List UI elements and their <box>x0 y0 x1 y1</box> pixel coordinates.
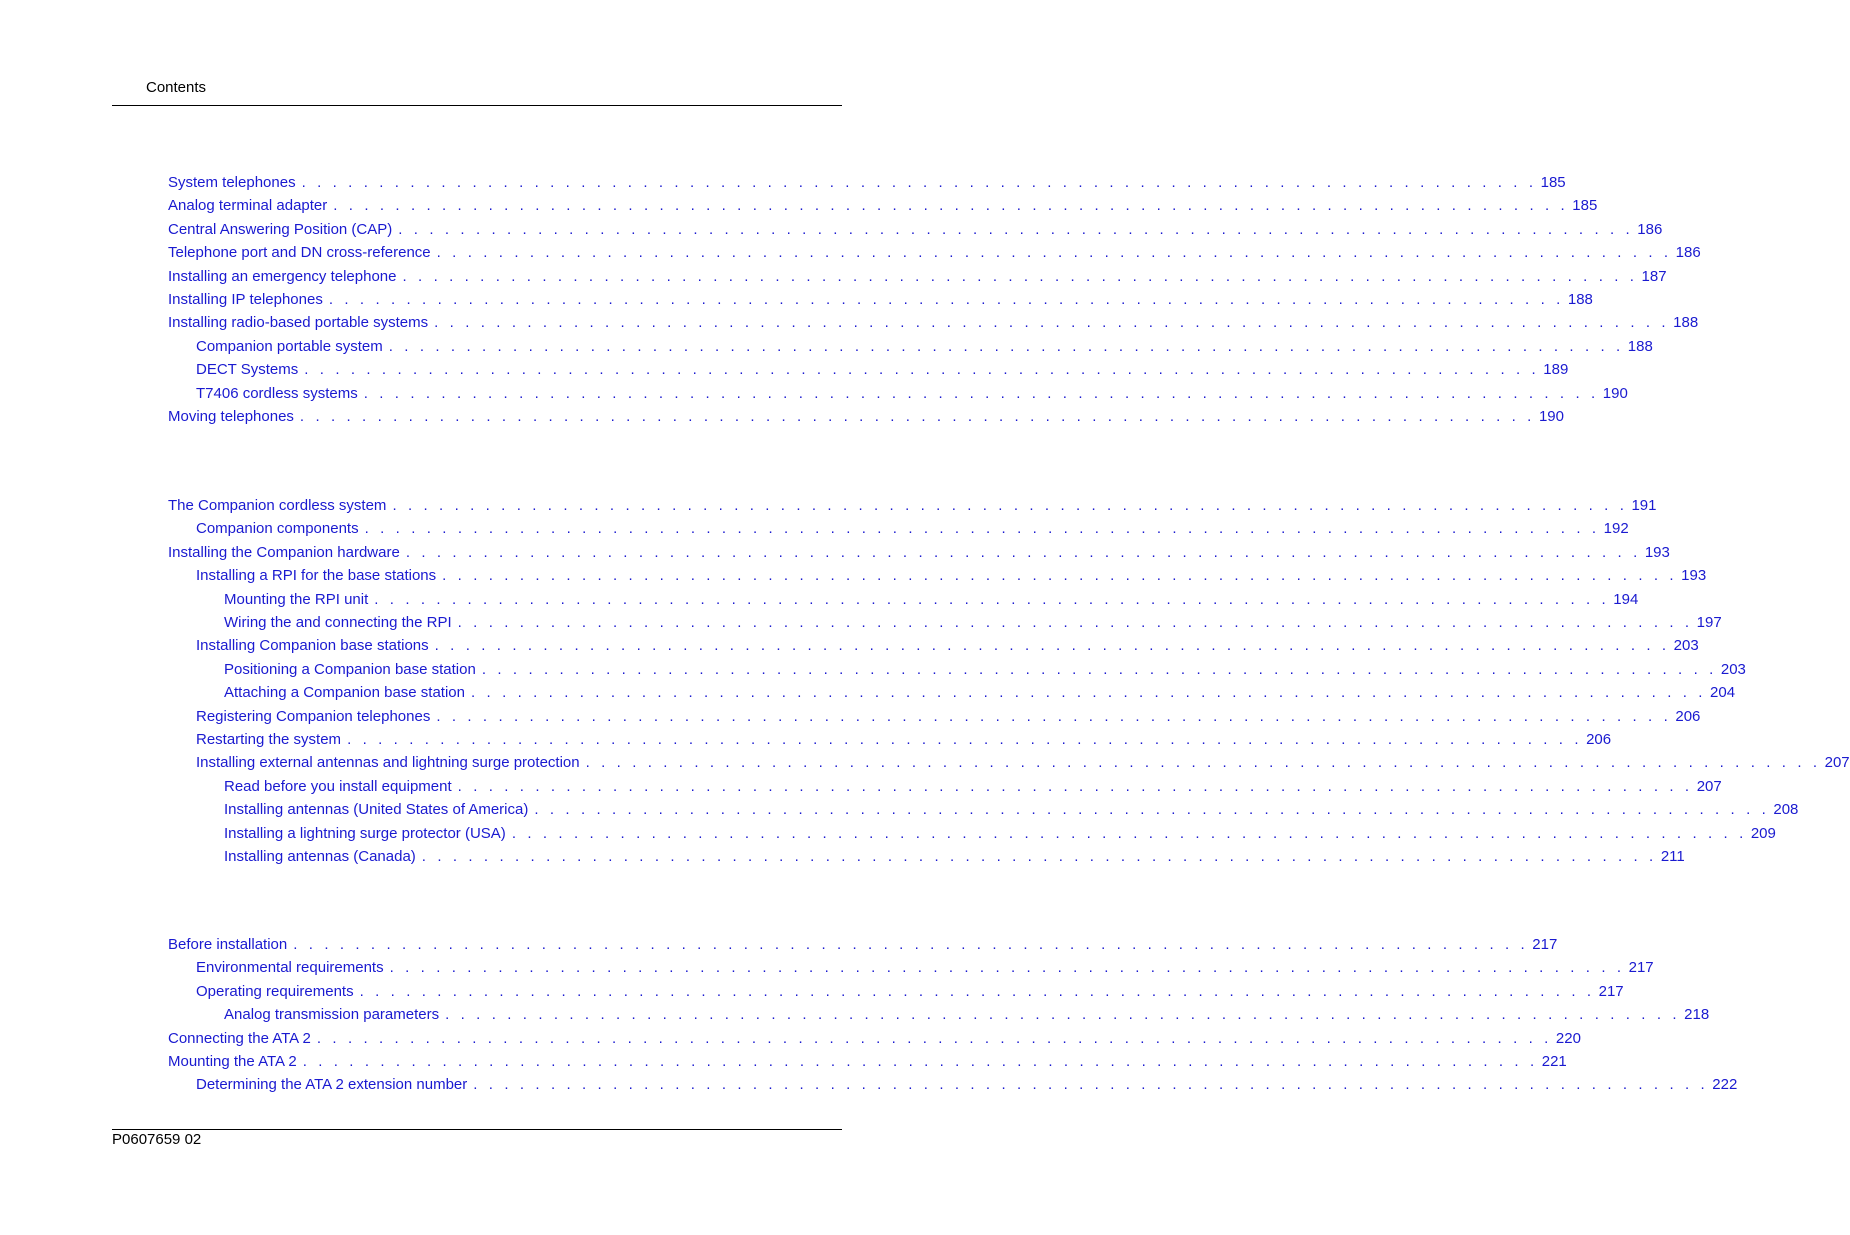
toc-dot-leader: . . . . . . . . . . . . . . . . . . . . . . . . . . . . . . . . . . . . . . . . . . . . . . . . . . . . . . . . . . . . . . . . . . . . . . . . . . . . . . . . <box>299 408 1535 425</box>
toc-page-number: 220 <box>1555 1029 1581 1047</box>
toc-page-number: 209 <box>1750 824 1776 842</box>
toc-page-number: 208 <box>1773 801 1799 819</box>
toc-page-number: 188 <box>1567 291 1593 308</box>
toc-entry[interactable] <box>168 243 1701 263</box>
toc-dot-leader: . . . . . . . . . . . . . . . . . . . . . . . . . . . . . . . . . . . . . . . . . . . . . . . . . . . . . . . . . . . . . . . . . . . . . . . . . . . . . . . . <box>364 520 1600 538</box>
toc-entry[interactable] <box>168 1052 1567 1072</box>
toc-page-number: 188 <box>1627 337 1653 355</box>
toc-entry[interactable] <box>168 935 1558 955</box>
toc-entry[interactable] <box>168 543 1670 563</box>
toc-entry[interactable] <box>196 707 1701 727</box>
toc-entry-title: Installing the Companion hardware <box>168 543 400 561</box>
toc-entry[interactable] <box>224 847 1685 867</box>
toc-page-number: 222 <box>1712 1076 1738 1094</box>
toc-page-number: 206 <box>1675 707 1701 725</box>
toc-entry-title: DECT Systems <box>196 361 299 379</box>
toc-entry[interactable] <box>224 660 1746 680</box>
toc-entry-title: Analog transmission parameters <box>224 1006 440 1024</box>
toc-entry-title: Analog terminal adapter <box>168 197 328 215</box>
toc-entry[interactable] <box>224 800 1799 820</box>
toc-dot-leader: . . . . . . . . . . . . . . . . . . . . . . . . . . . . . . . . . . . . . . . . . . . . . . . . . . . . . . . . . . . . . . . . . . . . . . . . . . . . . . . . <box>436 707 1672 725</box>
toc-entry[interactable] <box>168 267 1667 287</box>
toc-entry[interactable] <box>168 496 1657 516</box>
toc-dot-leader: . . . . . . . . . . . . . . . . . . . . . . . . . . . . . . . . . . . . . . . . . . . . . . . . . . . . . . . . . . . . . . . . . . . . . . . . . . . . . . . . <box>402 267 1638 285</box>
toc-dot-leader: . . . . . . . . . . . . . . . . . . . . . . . . . . . . . . . . . . . . . . . . . . . . . . . . . . . . . . . . . . . . . . . . . . . . . . . . . . . . . . . . <box>333 197 1569 215</box>
toc-entry-title: Operating requirements <box>196 982 354 1000</box>
toc-dot-leader: . . . . . . . . . . . . . . . . . . . . . . . . . . . . . . . . . . . . . . . . . . . . . . . . . . . . . . . . . . . . . . . . . . . . . . . . . . . . . . . . <box>302 1053 1538 1070</box>
toc-dot-leader: . . . . . . . . . . . . . . . . . . . . . . . . . . . . . . . . . . . . . . . . . . . . . . . . . . . . . . . . . . . . . . . . . . . . . . . . . . . . . . . . <box>457 614 1693 631</box>
toc-page-number: 217 <box>1628 959 1654 977</box>
toc-entry[interactable] <box>196 982 1624 1002</box>
toc-dot-leader: . . . . . . . . . . . . . . . . . . . . . . . . . . . . . . . . . . . . . . . . . . . . . . . . . . . . . . . . . . . . . . . . . . . . . . . . . . . . . . . . <box>363 384 1599 402</box>
toc-entry[interactable] <box>196 958 1654 978</box>
toc-entry-title: Installing radio-based portable systems <box>168 314 429 332</box>
toc-entry-title: Installing external antennas and lightning surge protection <box>196 754 580 772</box>
toc-page-number: 188 <box>1673 314 1699 332</box>
toc-page-number: 217 <box>1598 982 1624 1000</box>
toc-dot-leader: . . . . . . . . . . . . . . . . . . . . . . . . . . . . . . . . . . . . . . . . . . . . . . . . . . . . . . . . . . . . . . . . . . . . . . . . . . . . . . . . <box>359 982 1595 1000</box>
toc-entry[interactable] <box>168 313 1699 333</box>
toc-entry-title: Restarting the system <box>196 731 342 748</box>
toc-entry-title: T7406 cordless systems <box>196 384 358 402</box>
toc-entry[interactable] <box>168 196 1598 216</box>
toc-dot-leader: . . . . . . . . . . . . . . . . . . . . . . . . . . . . . . . . . . . . . . . . . . . . . . . . . . . . . . . . . . . . . . . . . . . . . . . . . . . . . . . . <box>347 731 1583 748</box>
toc-entry-title: Installing Companion base stations <box>196 637 429 655</box>
toc-dot-leader: . . . . . . . . . . . . . . . . . . . . . . . . . . . . . . . . . . . . . . . . . . . . . . . . . . . . . . . . . . . . . . . . . . . . . . . . . . . . . . . . <box>316 1029 1552 1047</box>
toc-entry[interactable] <box>196 566 1707 586</box>
toc-page-number: 186 <box>1637 220 1663 238</box>
toc-entry[interactable] <box>196 519 1629 539</box>
document-number: P0607659 02 <box>112 1131 202 1148</box>
footer-rule <box>112 1129 842 1130</box>
toc-page-number: 203 <box>1720 660 1746 678</box>
toc-entry[interactable] <box>224 824 1776 844</box>
toc-entry-title: Companion components <box>196 520 359 538</box>
toc-entry[interactable] <box>168 220 1663 240</box>
toc-page-number: 203 <box>1673 637 1699 655</box>
toc-dot-leader: . . . . . . . . . . . . . . . . . . . . . . . . . . . . . . . . . . . . . . . . . . . . . . . . . . . . . . . . . . . . . . . . . . . . . . . . . . . . . . . . <box>534 801 1770 819</box>
toc-page-number: 194 <box>1613 590 1639 608</box>
toc-entry-title: Telephone port and DN cross-reference <box>168 244 431 262</box>
toc-page-number: 190 <box>1602 384 1628 402</box>
toc-dot-leader: . . . . . . . . . . . . . . . . . . . . . . . . . . . . . . . . . . . . . . . . . . . . . . . . . . . . . . . . . . . . . . . . . . . . . . . . . . . . . . . . <box>434 637 1670 655</box>
toc-dot-leader: . . . . . . . . . . . . . . . . . . . . . . . . . . . . . . . . . . . . . . . . . . . . . . . . . . . . . . . . . . . . . . . . . . . . . . . . . . . . . . . . <box>445 1006 1681 1024</box>
toc-entry-title: Installing IP telephones <box>168 291 323 308</box>
toc-entry-title: Environmental requirements <box>196 959 384 977</box>
toc-dot-leader: . . . . . . . . . . . . . . . . . . . . . . . . . . . . . . . . . . . . . . . . . . . . . . . . . . . . . . . . . . . . . . . . . . . . . . . . . . . . . . . . <box>471 684 1707 702</box>
toc-entry-title: Companion portable system <box>196 337 383 355</box>
toc-entry-title: Registering Companion telephones <box>196 707 431 725</box>
toc-dot-leader: . . . . . . . . . . . . . . . . . . . . . . . . . . . . . . . . . . . . . . . . . . . . . . . . . . . . . . . . . . . . . . . . . . . . . . . . . . . . . . . . <box>457 777 1693 795</box>
toc-dot-leader: . . . . . . . . . . . . . . . . . . . . . . . . . . . . . . . . . . . . . . . . . . . . . . . . . . . . . . . . . . . . . . . . . . . . . . . . . . . . . . . . <box>388 337 1624 355</box>
toc-dot-leader: . . . . . . . . . . . . . . . . . . . . . . . . . . . . . . . . . . . . . . . . . . . . . . . . . . . . . . . . . . . . . . . . . . . . . . . . . . . . . . . . <box>398 220 1634 238</box>
toc-page-number: 190 <box>1538 408 1564 425</box>
toc-page-number: 207 <box>1696 777 1722 795</box>
toc-page-number: 185 <box>1572 197 1598 215</box>
toc-page-number: 217 <box>1532 936 1558 953</box>
toc-entry[interactable] <box>196 384 1628 404</box>
toc-entry[interactable] <box>196 636 1699 656</box>
toc-dot-leader: . . . . . . . . . . . . . . . . . . . . . . . . . . . . . . . . . . . . . . . . . . . . . . . . . . . . . . . . . . . . . . . . . . . . . . . . . . . . . . . . <box>434 314 1670 332</box>
toc-dot-leader: . . . . . . . . . . . . . . . . . . . . . . . . . . . . . . . . . . . . . . . . . . . . . . . . . . . . . . . . . . . . . . . . . . . . . . . . . . . . . . . . <box>421 848 1657 865</box>
toc-entry-title: Read before you install equipment <box>224 777 452 795</box>
toc-entry-title: Wiring the and connecting the RPI <box>224 614 452 631</box>
toc-entry-title: Before installation <box>168 936 288 953</box>
header-rule <box>112 105 842 106</box>
toc-dot-leader: . . . . . . . . . . . . . . . . . . . . . . . . . . . . . . . . . . . . . . . . . . . . . . . . . . . . . . . . . . . . . . . . . . . . . . . . . . . . . . . . <box>389 959 1625 977</box>
toc-dot-leader: . . . . . . . . . . . . . . . . . . . . . . . . . . . . . . . . . . . . . . . . . . . . . . . . . . . . . . . . . . . . . . . . . . . . . . . . . . . . . . . . <box>301 174 1537 191</box>
toc-entry-title: Installing antennas (Canada) <box>224 848 416 865</box>
toc-entry[interactable] <box>224 590 1639 610</box>
toc-entry[interactable] <box>196 360 1569 380</box>
toc-dot-leader: . . . . . . . . . . . . . . . . . . . . . . . . . . . . . . . . . . . . . . . . . . . . . . . . . . . . . . . . . . . . . . . . . . . . . . . . . . . . . . . . <box>374 590 1610 608</box>
toc-page-number: 193 <box>1681 567 1707 585</box>
toc-page-number: 221 <box>1541 1053 1567 1070</box>
toc-entry-title: Positioning a Companion base station <box>224 660 476 678</box>
toc-page-number: 193 <box>1644 543 1670 561</box>
toc-entry[interactable] <box>168 1029 1581 1049</box>
toc-dot-leader: . . . . . . . . . . . . . . . . . . . . . . . . . . . . . . . . . . . . . . . . . . . . . . . . . . . . . . . . . . . . . . . . . . . . . . . . . . . . . . . . <box>436 244 1672 262</box>
toc-page-number: 185 <box>1540 174 1566 191</box>
toc-entry-title: Installing antennas (United States of America) <box>224 801 529 819</box>
toc-entry-title: Central Answering Position (CAP) <box>168 220 393 238</box>
toc-entry-title: Mounting the RPI unit <box>224 590 369 608</box>
toc-entry[interactable] <box>224 1005 1710 1025</box>
toc-entry-title: Mounting the ATA 2 <box>168 1053 297 1070</box>
toc-page-number: 206 <box>1586 731 1612 748</box>
toc-entry-title: Connecting the ATA 2 <box>168 1029 311 1047</box>
toc-entry[interactable] <box>224 777 1722 797</box>
toc-entry-title: Determining the ATA 2 extension number <box>196 1076 468 1094</box>
toc-dot-leader: . . . . . . . . . . . . . . . . . . . . . . . . . . . . . . . . . . . . . . . . . . . . . . . . . . . . . . . . . . . . . . . . . . . . . . . . . . . . . . . . <box>585 754 1821 772</box>
toc-entry[interactable] <box>168 407 1564 427</box>
toc-dot-leader: . . . . . . . . . . . . . . . . . . . . . . . . . . . . . . . . . . . . . . . . . . . . . . . . . . . . . . . . . . . . . . . . . . . . . . . . . . . . . . . . <box>304 361 1540 379</box>
toc-entry[interactable] <box>196 753 1850 773</box>
toc-dot-leader: . . . . . . . . . . . . . . . . . . . . . . . . . . . . . . . . . . . . . . . . . . . . . . . . . . . . . . . . . . . . . . . . . . . . . . . . . . . . . . . . <box>442 567 1678 585</box>
toc-page-number: 197 <box>1696 614 1722 631</box>
toc-dot-leader: . . . . . . . . . . . . . . . . . . . . . . . . . . . . . . . . . . . . . . . . . . . . . . . . . . . . . . . . . . . . . . . . . . . . . . . . . . . . . . . . <box>392 497 1628 514</box>
toc-entry[interactable] <box>196 1075 1738 1095</box>
toc-entry[interactable] <box>224 683 1736 703</box>
toc-dot-leader: . . . . . . . . . . . . . . . . . . . . . . . . . . . . . . . . . . . . . . . . . . . . . . . . . . . . . . . . . . . . . . . . . . . . . . . . . . . . . . . . <box>511 824 1747 842</box>
toc-page-number: 186 <box>1675 244 1701 262</box>
toc-entry-title: Installing an emergency telephone <box>168 267 397 285</box>
toc-entry-title: Attaching a Companion base station <box>224 684 465 702</box>
toc-entry[interactable] <box>224 613 1722 633</box>
toc-page-number: 204 <box>1710 684 1736 702</box>
toc-page-number: 218 <box>1684 1006 1710 1024</box>
toc-dot-leader: . . . . . . . . . . . . . . . . . . . . . . . . . . . . . . . . . . . . . . . . . . . . . . . . . . . . . . . . . . . . . . . . . . . . . . . . . . . . . . . . <box>328 291 1564 308</box>
toc-entry[interactable] <box>196 337 1653 357</box>
toc-page-number: 191 <box>1631 497 1657 514</box>
toc-entry-title: Installing a RPI for the base stations <box>196 567 437 585</box>
toc-page-number: 207 <box>1824 754 1850 772</box>
toc-entry[interactable] <box>168 173 1566 193</box>
toc-entry-title: System telephones <box>168 174 296 191</box>
toc-entry-title: Moving telephones <box>168 408 294 425</box>
toc-entry-title: The Companion cordless system <box>168 497 387 514</box>
toc-entry-title: Installing a lightning surge protector (USA) <box>224 824 506 842</box>
toc-entry[interactable] <box>168 290 1593 310</box>
toc-page-number: 187 <box>1641 267 1667 285</box>
running-header: Contents <box>146 79 207 96</box>
toc-page-number: 211 <box>1660 848 1685 865</box>
toc-page-number: 189 <box>1543 361 1569 379</box>
toc-dot-leader: . . . . . . . . . . . . . . . . . . . . . . . . . . . . . . . . . . . . . . . . . . . . . . . . . . . . . . . . . . . . . . . . . . . . . . . . . . . . . . . . <box>405 543 1641 561</box>
toc-entry[interactable] <box>196 730 1612 750</box>
toc-dot-leader: . . . . . . . . . . . . . . . . . . . . . . . . . . . . . . . . . . . . . . . . . . . . . . . . . . . . . . . . . . . . . . . . . . . . . . . . . . . . . . . . <box>293 936 1529 953</box>
toc-dot-leader: . . . . . . . . . . . . . . . . . . . . . . . . . . . . . . . . . . . . . . . . . . . . . . . . . . . . . . . . . . . . . . . . . . . . . . . . . . . . . . . . <box>473 1076 1709 1094</box>
toc-dot-leader: . . . . . . . . . . . . . . . . . . . . . . . . . . . . . . . . . . . . . . . . . . . . . . . . . . . . . . . . . . . . . . . . . . . . . . . . . . . . . . . . <box>481 660 1717 678</box>
toc-page-number: 192 <box>1603 520 1629 538</box>
